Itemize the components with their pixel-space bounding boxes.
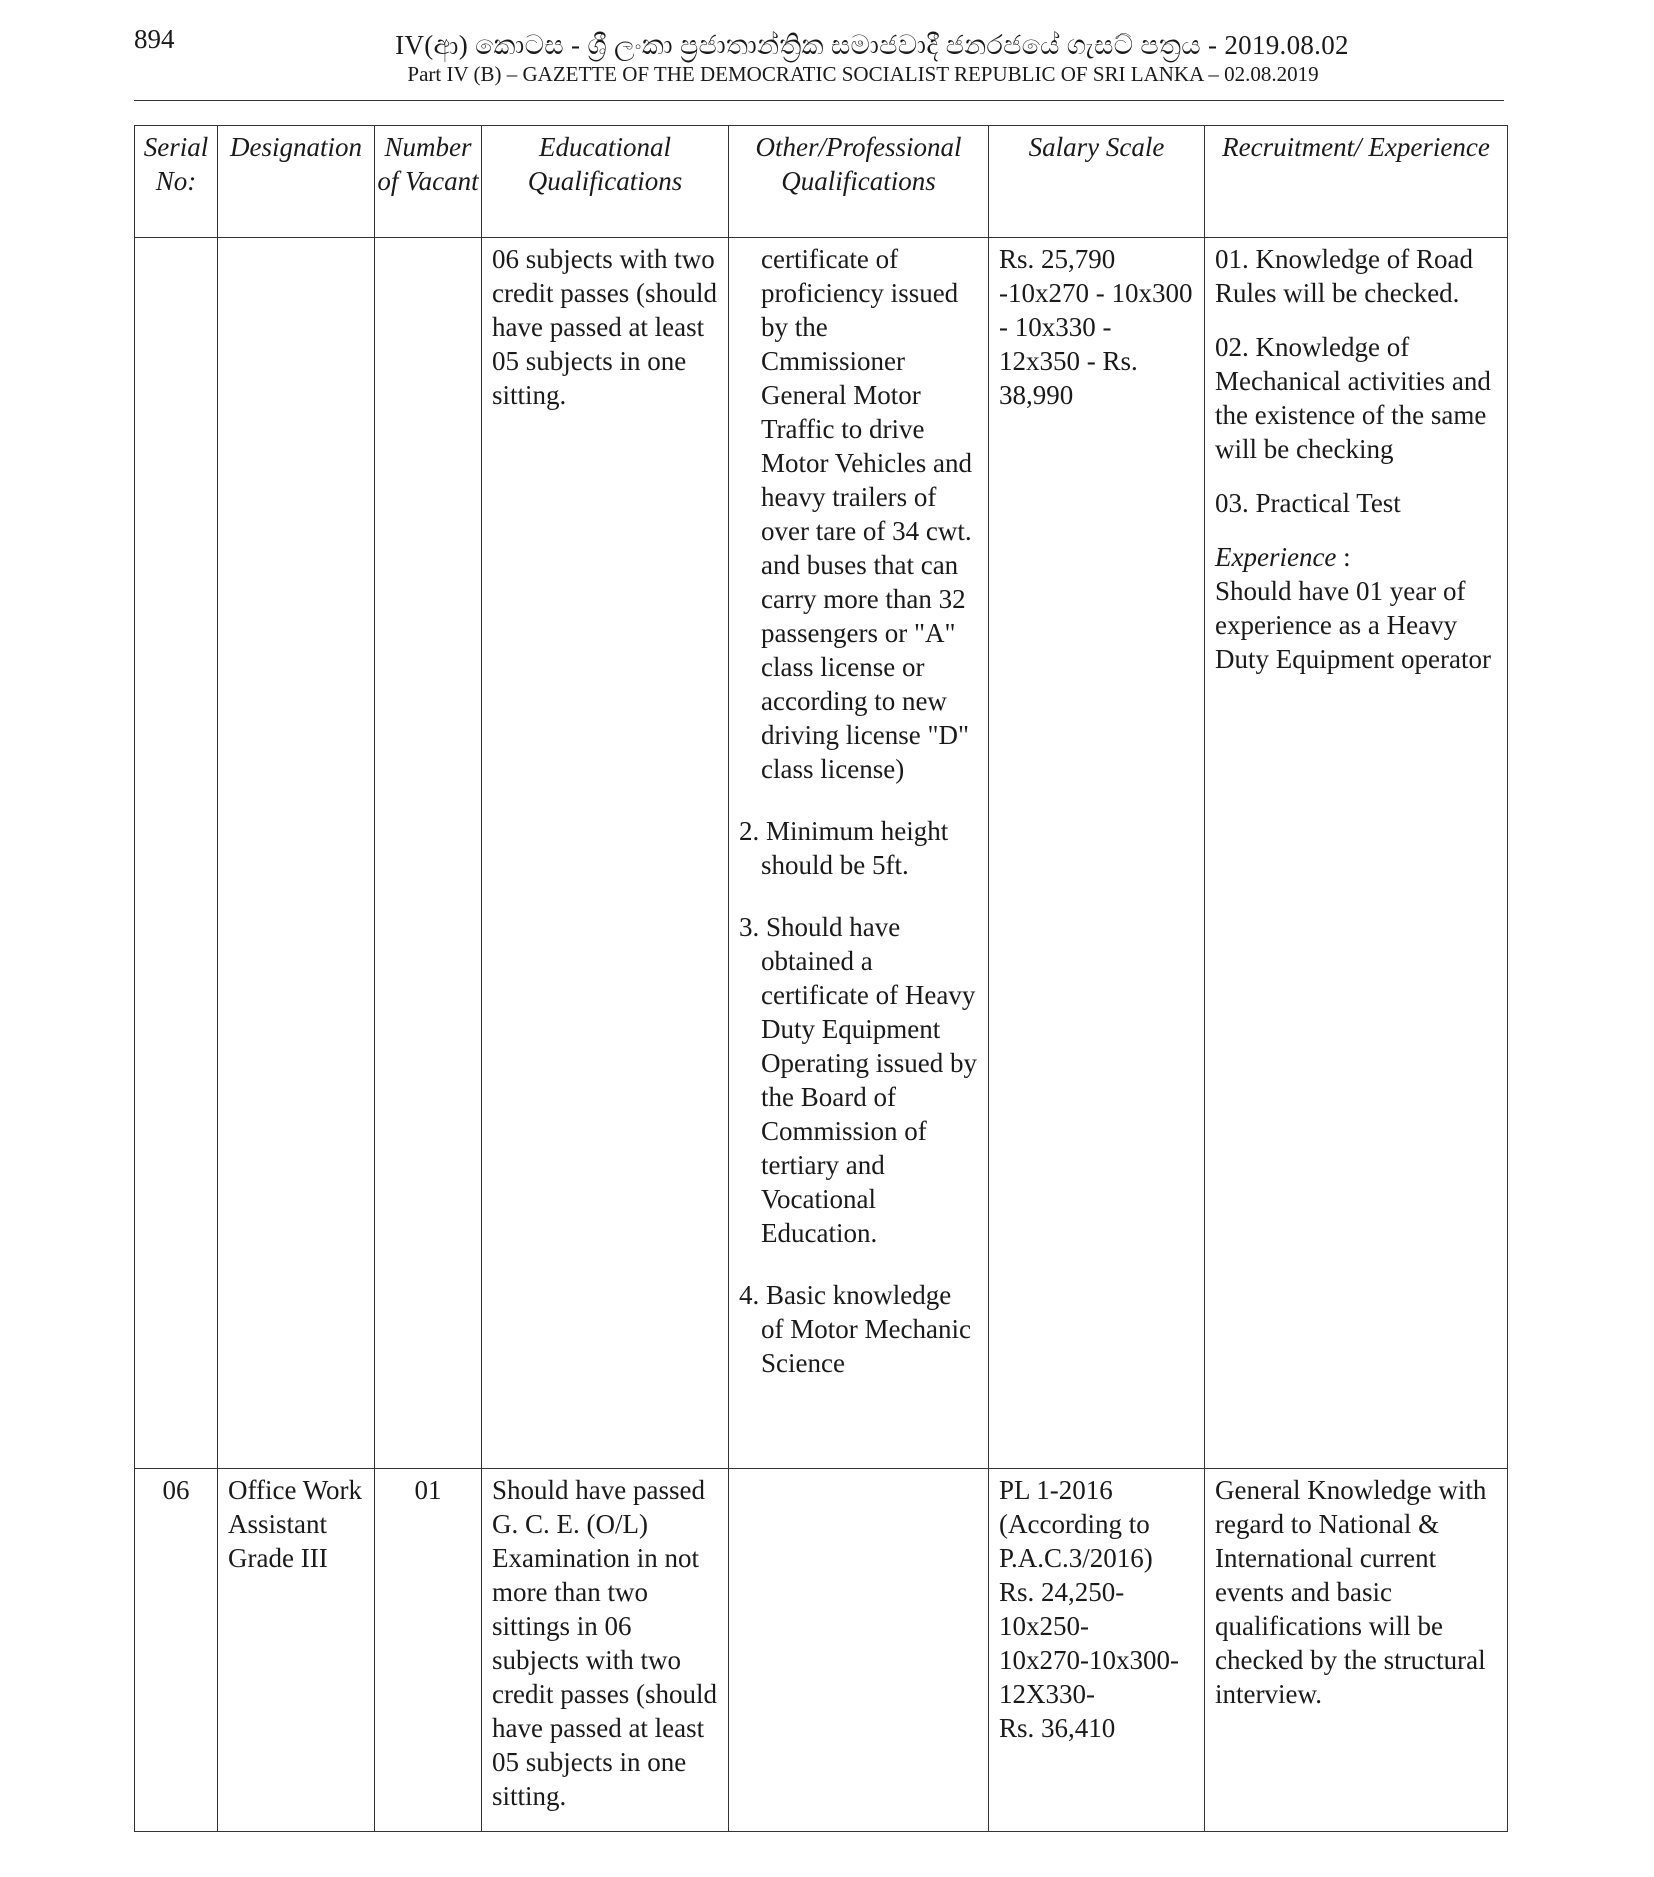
salary-line: Rs. 36,410	[999, 1713, 1116, 1743]
experience-label: Experience	[1215, 542, 1337, 572]
cell-recruitment: General Knowledge with regard to National & International current events and basic qualifications will be checked by the structural interview.	[1205, 1469, 1508, 1832]
page-number: 894	[134, 24, 175, 54]
salary-line: 10x250-	[999, 1611, 1089, 1641]
header-salary: Salary Scale	[989, 126, 1205, 238]
gazette-title-sinhala: IV(ආ) කොටස - ශ්‍රී ලංකා ප්‍රජාතාන්ත්‍රික සමාජවාදී ජනරජයේ ගැසට් පත්‍රය - 2019.08.02	[395, 30, 1349, 60]
professional-item-1-continued: certificate of proficiency issued by the Cmmissioner General Motor Traffic to drive Motor Vehicles and heavy trailers of over tare of 34 cwt. and buses that can carry more than 32 passengers or "A" class license or according to new driving license "D" class license)	[761, 244, 972, 784]
salary-line: 10x270-10x300-	[999, 1645, 1179, 1675]
recruitment-item-1: 01. Knowledge of Road Rules will be checked.	[1215, 244, 1473, 308]
table-row	[135, 1469, 1508, 1832]
cell-serial: 06	[135, 1469, 218, 1832]
header-professional: Other/Professional Qualifications	[729, 126, 989, 238]
professional-item-3: 3. Should have obtained a certificate of Heavy Duty Equipment Operating issued by the Board of Commission of tertiary and Vocational Education.	[739, 912, 977, 1248]
salary-line: Rs. 24,250-	[999, 1577, 1125, 1607]
cell-professional	[729, 1469, 989, 1832]
recruitment-item-3: 03. Practical Test	[1215, 488, 1401, 518]
experience-text: Should have 01 year of experience as a Heavy Duty Equipment operator	[1215, 576, 1491, 674]
cell-vacant	[375, 238, 482, 1469]
cell-serial	[135, 238, 218, 1469]
salary-line: (According to P.A.C.3/2016)	[999, 1509, 1153, 1573]
header-recruitment: Recruitment/ Experience	[1205, 126, 1508, 238]
cell-educational	[482, 238, 729, 1469]
educational-text: 06 subjects with two credit passes (should have passed at least 05 subjects in one sitting.	[492, 244, 717, 410]
professional-item-4: 4. Basic knowledge of Motor Mechanic Science	[739, 1280, 971, 1378]
table-header-row	[135, 126, 1508, 238]
header-designation: Designation	[218, 126, 375, 238]
vacancy-table	[134, 125, 1508, 1832]
header-educational: Educational Qualifications	[482, 126, 729, 238]
salary-line: PL 1-2016	[999, 1475, 1113, 1505]
gazette-title-english: Part IV (B) – GAZETTE OF THE DEMOCRATIC SOCIALIST REPUBLIC OF SRI LANKA – 02.08.2019	[407, 62, 1319, 86]
recruitment-item-2: 02. Knowledge of Mechanical activities and the existence of the same will be checking	[1215, 332, 1491, 464]
header-serial: Serial No:	[135, 126, 218, 238]
cell-recruitment	[1205, 238, 1508, 1469]
cell-educational: Should have passed G. C. E. (O/L) Examination in not more than two sittings in 06 subjects with two credit passes (should have passed at least 05 subjects in one sitting.	[482, 1469, 729, 1832]
header-vacant: Number of Vacant	[375, 126, 482, 238]
cell-designation	[218, 238, 375, 1469]
table-row	[135, 238, 1508, 1469]
cell-professional	[729, 238, 989, 1469]
salary-line: 12X330-	[999, 1679, 1095, 1709]
cell-designation: Office Work Assistant Grade III	[218, 1469, 375, 1832]
header-divider	[134, 100, 1504, 101]
cell-salary	[989, 1469, 1205, 1832]
cell-vacant: 01	[375, 1469, 482, 1832]
salary-text: Rs. 25,790 -10x270 - 10x300 - 10x330 - 12x350 - Rs. 38,990	[999, 244, 1193, 410]
professional-item-2: 2. Minimum height should be 5ft.	[739, 816, 949, 880]
experience-heading	[1215, 540, 1497, 574]
experience-colon: :	[1336, 542, 1351, 572]
cell-salary	[989, 238, 1205, 1469]
